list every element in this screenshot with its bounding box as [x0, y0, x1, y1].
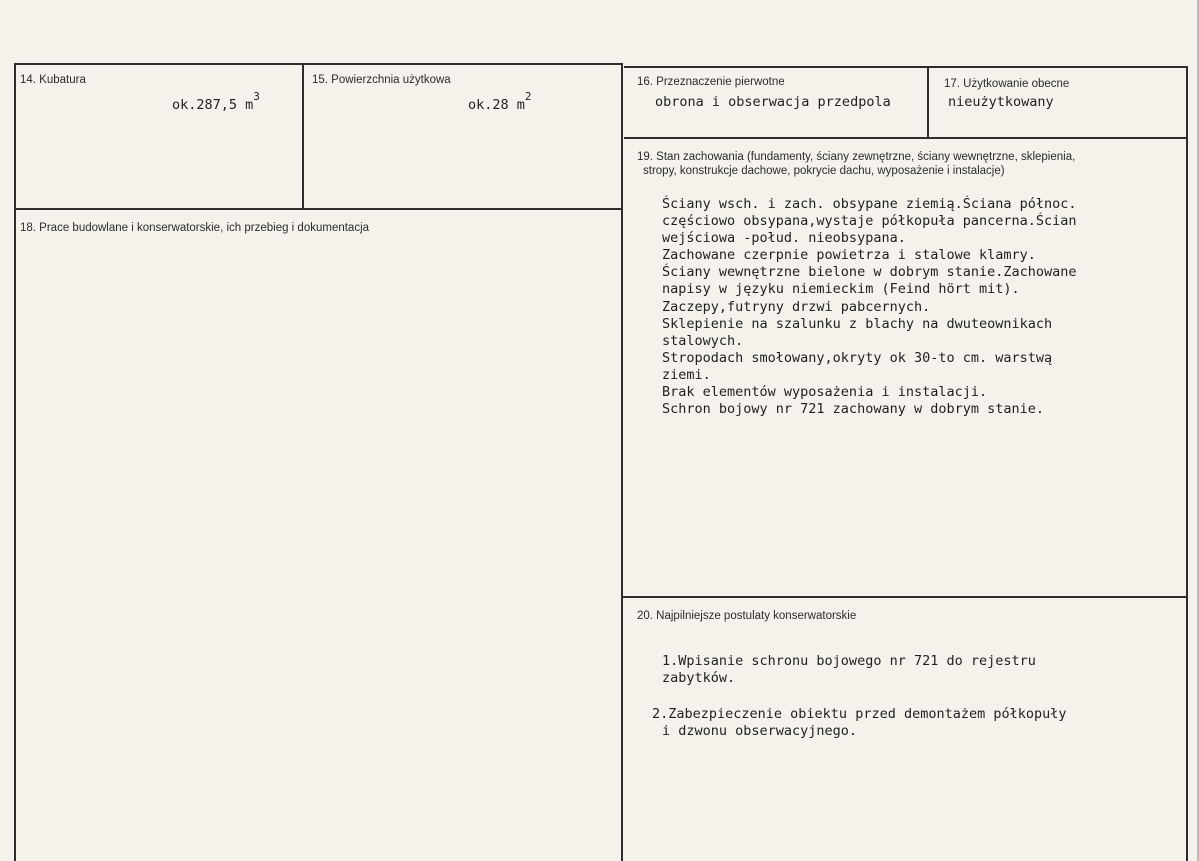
divider-16-17: [927, 66, 929, 138]
stan-line: wejściowa -połud. nieobsypana.: [662, 230, 906, 247]
przeznaczenie-value: obrona i obserwacja przedpola: [655, 94, 891, 110]
stan-text: [662, 196, 1077, 418]
right-edge-line: [1186, 66, 1188, 861]
postulat-2-line1: 2.Zabezpieczenie obiektu przed demontażem półkopuły: [652, 706, 1067, 722]
kubatura-number: ok.287,5 m: [172, 97, 254, 113]
divider-14-15: [302, 63, 304, 210]
powierzchnia-number: ok.28 m: [468, 97, 525, 113]
kubatura-label: 14. Kubatura: [20, 74, 86, 86]
kubatura-unit-sup: 3: [253, 90, 260, 103]
stan-line: napisy w języku niemieckim (Feind hört mit).: [662, 281, 1020, 298]
stan-line: Schron bojowy nr 721 zachowany w dobrym stanie.: [662, 401, 1045, 418]
stan-line: ziemi.: [662, 366, 711, 383]
stan-line: Brak elementów wyposażenia i instalacji.: [662, 384, 988, 401]
rule-below-16-17: [624, 137, 1187, 139]
stan-line: stalowych.: [662, 332, 744, 349]
stan-line: Sklepienie na szalunku z blachy na dwuteownikach: [662, 315, 1053, 332]
top-rule-left: [14, 63, 622, 65]
powierzchnia-value: [468, 90, 532, 113]
przeznaczenie-label: 16. Przeznaczenie pierwotne: [637, 76, 785, 88]
stan-label-line2: stropy, konstrukcje dachowe, pokrycie dachu, wyposażenie i instalacje): [643, 165, 1005, 177]
divider-center: [621, 63, 623, 861]
stan-label-line1: 19. Stan zachowania (fundamenty, ściany zewnętrzne, ściany wewnętrzne, sklepienia,: [637, 151, 1076, 163]
top-rule-right: [624, 66, 1187, 68]
prace-label: 18. Prace budowlane i konserwatorskie, ich przebieg i dokumentacja: [20, 222, 370, 234]
postulat-1-line2: zabytków.: [662, 670, 736, 686]
postulaty-label: 20. Najpilniejsze postulaty konserwatorskie: [637, 610, 857, 622]
powierzchnia-unit-sup: 2: [524, 90, 532, 103]
stan-line: Zaczepy,futryny drzwi pabcernych.: [662, 298, 931, 315]
rule-below-14-15: [14, 208, 622, 210]
uzytkowanie-value: nieużytkowany: [948, 94, 1054, 110]
postulat-1-line1: 1.Wpisanie schronu bojowego nr 721 do rejestru: [662, 653, 1036, 669]
stan-line: Ściany wewnętrzne bielone w dobrym stanie.Zachowane: [662, 264, 1077, 281]
stan-line: Zachowane czerpnie powietrza i stalowe klamry.: [662, 247, 1036, 264]
left-edge-line: [14, 63, 16, 861]
stan-line: Stropodach smołowany,okryty ok 30-to cm. warstwą: [662, 349, 1053, 366]
kubatura-value: [172, 90, 260, 113]
postulat-2-line2: i dzwonu obserwacyjnego.: [662, 723, 858, 739]
stan-line: Ściany wsch. i zach. obsypane ziemią.Ściana północ.: [662, 196, 1077, 212]
powierzchnia-label: 15. Powierzchnia użytkowa: [312, 74, 451, 86]
uzytkowanie-label: 17. Użytkowanie obecne: [944, 78, 1070, 90]
rule-above-20: [621, 596, 1187, 598]
stan-line: częściowo obsypana,wystaje półkopuła pancerna.Ścian: [662, 213, 1077, 230]
